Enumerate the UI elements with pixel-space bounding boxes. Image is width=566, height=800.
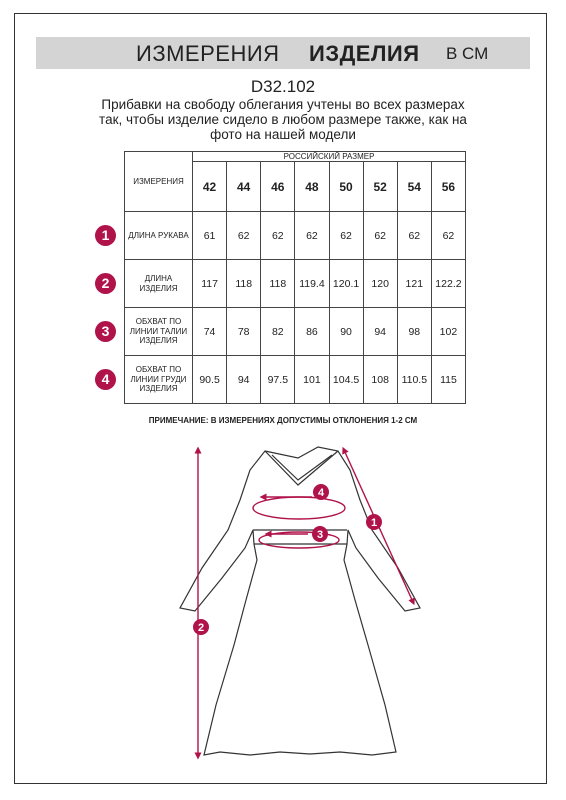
table-cell: 118 (227, 260, 261, 308)
diagram-marker-label: 4 (317, 487, 325, 499)
table-cell: 62 (363, 212, 397, 260)
size-header: 52 (363, 162, 397, 212)
table-cell: 98 (397, 308, 431, 356)
diagram-marker-label: 2 (197, 622, 205, 634)
header-title-left: ИЗМЕРЕНИЯ (136, 41, 280, 66)
row-marker: 2 (95, 273, 116, 294)
diagram-marker (313, 484, 329, 500)
table-cell: 90 (329, 308, 363, 356)
tolerance-note: ПРИМЕЧАНИЕ: В ИЗМЕРЕНИЯХ ДОПУСТИМЫ ОТКЛОНЕНИЯ 1-2 СМ (148, 416, 418, 425)
row-marker: 1 (95, 225, 116, 246)
row-marker: 4 (95, 369, 116, 390)
table-cell: 118 (261, 260, 295, 308)
table-cell: 119.4 (295, 260, 329, 308)
table-cell: 120.1 (329, 260, 363, 308)
measure-lines (198, 450, 413, 756)
row-label: ОБХВАТ ПО ЛИНИИ ТАЛИИ ИЗДЕЛИЯ (125, 308, 193, 356)
row-label: ДЛИНА РУКАВА (125, 212, 193, 260)
header-unit: В СМ (446, 44, 489, 63)
table-cell: 97.5 (261, 356, 295, 404)
row-marker: 3 (95, 321, 116, 342)
size-header: 48 (295, 162, 329, 212)
size-header: 46 (261, 162, 295, 212)
table-cell: 101 (295, 356, 329, 404)
header-title-bold: ИЗДЕЛИЯ (309, 41, 420, 66)
table-cell: 62 (397, 212, 431, 260)
table-cell: 86 (295, 308, 329, 356)
table-cell: 90.5 (193, 356, 227, 404)
table-cell: 108 (363, 356, 397, 404)
fit-description: Прибавки на свободу облегания учтены во всех размерах так, чтобы изделие сидело в любом размере также, как на фото на нашей модели (99, 97, 467, 142)
table-cell: 102 (431, 308, 465, 356)
table-cell: 82 (261, 308, 295, 356)
dress-outline (180, 447, 420, 755)
diagram-marker (366, 514, 382, 530)
diagram-marker (312, 526, 328, 542)
table-cell: 104.5 (329, 356, 363, 404)
size-header: 50 (329, 162, 363, 212)
product-code: D32.102 (250, 77, 316, 96)
table-cell: 62 (295, 212, 329, 260)
size-header: 54 (397, 162, 431, 212)
table-cell: 110.5 (397, 356, 431, 404)
corner-label: ИЗМЕРЕНИЯ (125, 152, 193, 212)
table-cell: 94 (363, 308, 397, 356)
row-label: ОБХВАТ ПО ЛИНИИ ГРУДИ ИЗДЕЛИЯ (125, 356, 193, 404)
table-cell: 117 (193, 260, 227, 308)
table-cell: 94 (227, 356, 261, 404)
table-cell: 74 (193, 308, 227, 356)
table-cell: 62 (227, 212, 261, 260)
diagram-marker-label: 1 (370, 517, 378, 529)
row-label: ДЛИНА ИЗДЕЛИЯ (125, 260, 193, 308)
table-cell: 78 (227, 308, 261, 356)
table-cell: 62 (431, 212, 465, 260)
diagram-marker-label: 3 (316, 529, 324, 541)
size-header: 44 (227, 162, 261, 212)
table-cell: 120 (363, 260, 397, 308)
size-group-label: РОССИЙСКИЙ РАЗМЕР (193, 152, 466, 162)
diagram-marker (193, 619, 209, 635)
table-cell: 62 (261, 212, 295, 260)
table-cell: 61 (193, 212, 227, 260)
size-header: 56 (431, 162, 465, 212)
table-cell: 121 (397, 260, 431, 308)
size-header: 42 (193, 162, 227, 212)
table-cell: 122.2 (431, 260, 465, 308)
table-cell: 62 (329, 212, 363, 260)
table-cell: 115 (431, 356, 465, 404)
